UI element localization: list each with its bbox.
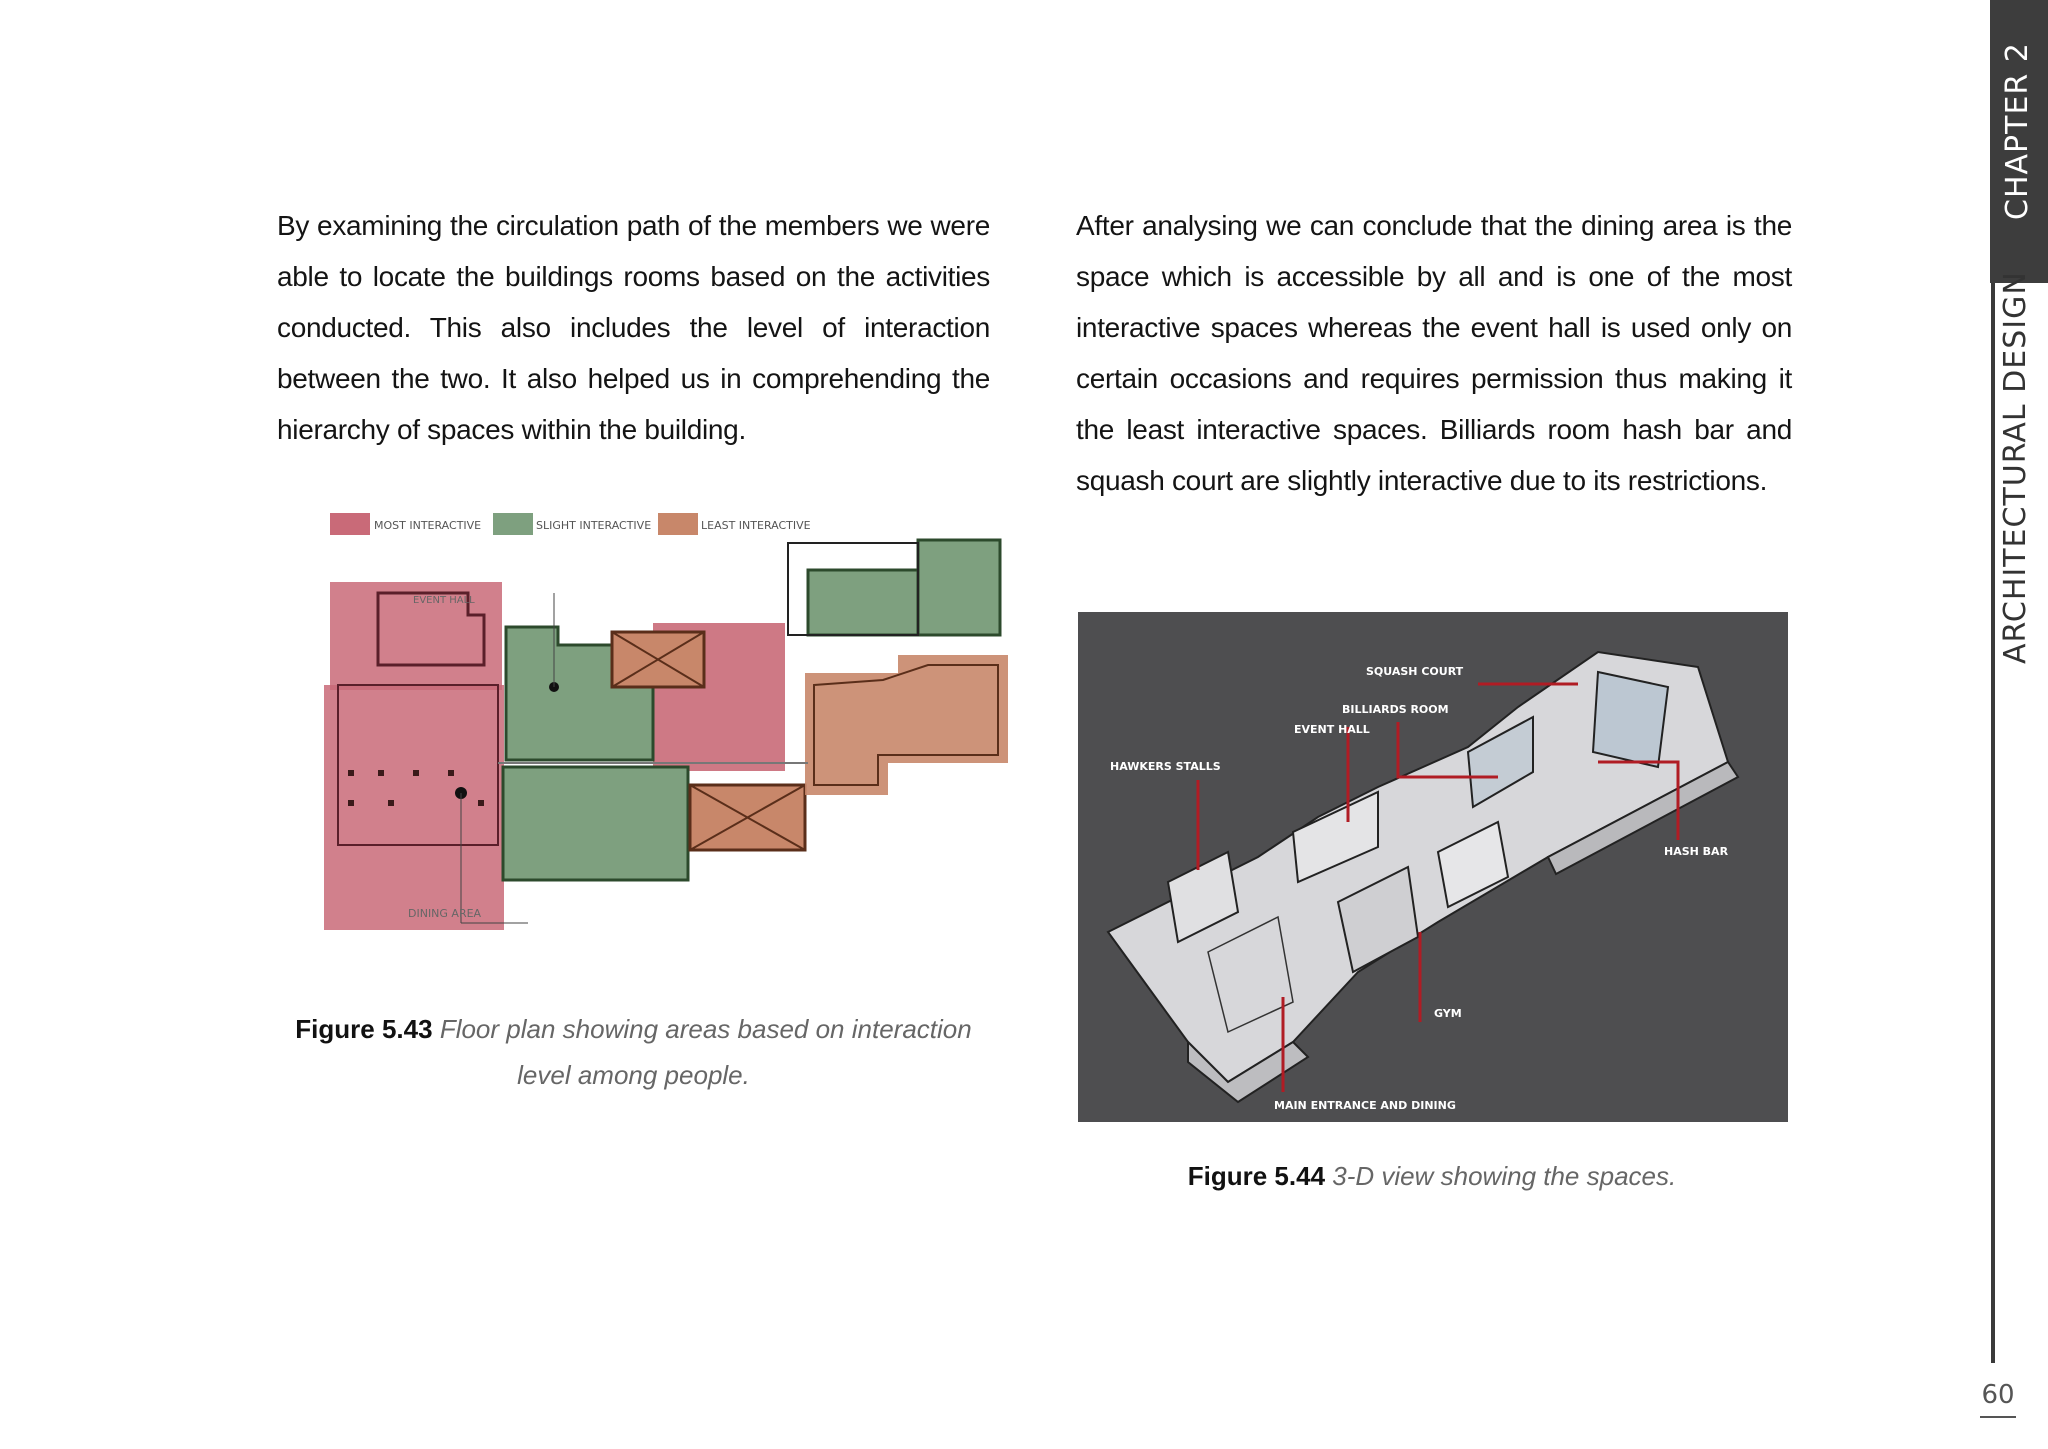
body-paragraph-right: After analysing we can conclude that the dining area is the space which is accessible by all and is one of the most interactive spaces whereas the event hall is used only on certain occasions and requires permission thus making it the least interactive spaces. Billiards room hash bar and squash court are slightly interactive due to its restrictions. [1076,210,1792,496]
section-label: ARCHITECTURAL DESIGN [1998,271,2033,664]
chapter-tab [1990,0,2048,283]
figure-caption-5-43 [277,1006,990,1098]
label-billiards-room: BILLIARDS ROOM [1342,703,1449,716]
legend [330,513,811,535]
legend-label-most: MOST INTERACTIVE [374,519,482,532]
label-event-hall-3d: EVENT HALL [1294,723,1370,736]
legend-label-least: LEAST INTERACTIVE [701,519,811,532]
page-number: 60 [1981,1380,2015,1410]
legend-swatch-most [330,513,370,535]
chapter-sidebar [1990,0,2048,1449]
figure-caption-5-44 [1076,1153,1788,1199]
label-hawkers-stalls: HAWKERS STALLS [1110,760,1221,773]
label-gym: GYM [1434,1007,1462,1020]
caption-number: Figure 5.43 [295,1014,433,1044]
label-main-entrance: MAIN ENTRANCE AND DINING [1274,1099,1456,1112]
label-hash-bar: HASH BAR [1664,845,1729,858]
sidebar-divider [1991,283,1995,1363]
zone-most-interactive-dining [324,582,528,930]
caption-text: 3-D view showing the spaces. [1332,1161,1677,1191]
body-paragraph-left: By examining the circulation path of the members we were able to locate the buildings rooms based on the activities conducted. This also includes the level of interaction between the two. It also helped us in comprehending the hierarchy of spaces within the building. [277,210,990,445]
floor-plan-figure [318,505,1008,945]
chapter-label: CHAPTER 2 [2000,42,2035,220]
legend-label-slight: SLIGHT INTERACTIVE [536,519,652,532]
page-number-underline [1980,1416,2016,1418]
label-squash-court: SQUASH COURT [1366,665,1464,678]
caption-number: Figure 5.44 [1187,1161,1326,1191]
label-event-hall: EVENT HALL [413,595,475,606]
label-dining-area: DINING AREA [408,907,482,920]
3d-view-figure [1078,612,1788,1122]
caption-text: Floor plan showing areas based on interaction level among people. [439,1014,972,1090]
legend-swatch-slight [493,513,533,535]
legend-swatch-least [658,513,698,535]
